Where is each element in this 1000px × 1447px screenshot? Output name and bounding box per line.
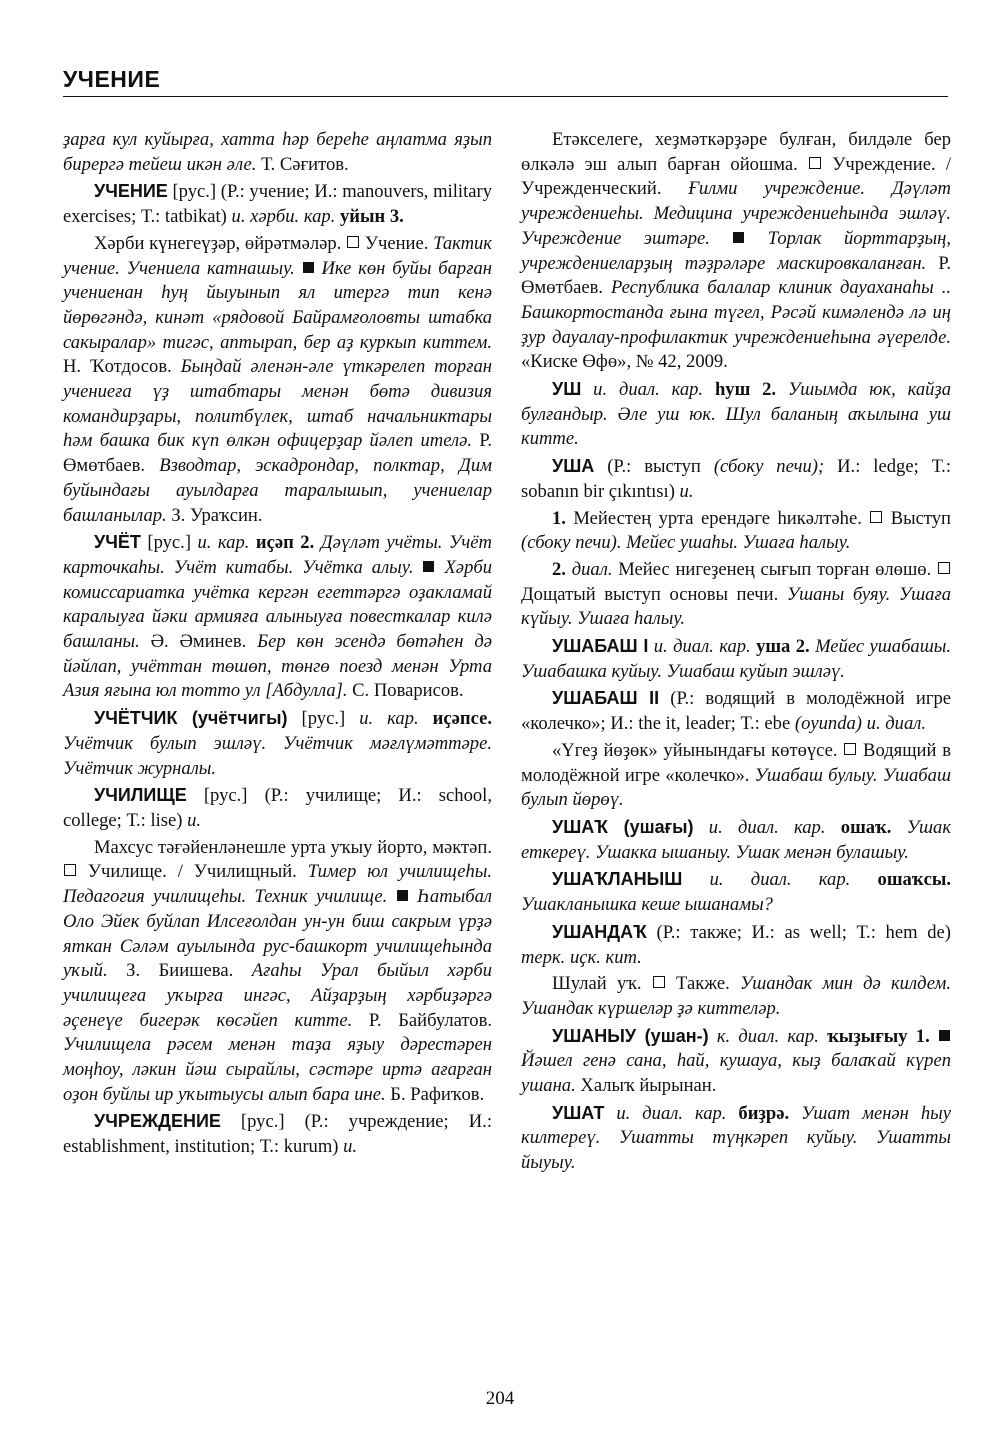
italic-text: и. (187, 809, 202, 831)
headword: УЧРЕЖДЕНИЕ (94, 1111, 221, 1132)
text: (Р.: водящий в молодёжной игре «колечко»; И.: the it, leader; Т.: ebe (521, 688, 951, 735)
italic-text: Дәүләт учёты. Учёт карточкаһы. Учёт китабы. Учётка алыу. (63, 532, 492, 578)
text: ошаҡсы. (850, 869, 951, 891)
italic-text: и. диал. кар. (708, 816, 826, 838)
right-column (521, 128, 951, 1178)
entry-ushat (521, 1101, 951, 1176)
italic-text: Ушак еткереү. Ушакка ышаныу. Ушак менән булашыу. (521, 816, 952, 863)
text: «Үгеҙ йөҙөк» уйынындағы көтөүсе. (552, 739, 844, 761)
italic-text: Ушымда юк, кайҙа булғандыр. Әле уш юк. Шул баланың аҡылына уш китте. (521, 379, 951, 450)
italic-text: Ушат менән һыу килтереү. Ушатты түңкәреп куйыу. Ушатты йыуыу. (521, 1102, 952, 1174)
headword: УШАҠЛАНЫШ (552, 869, 683, 890)
entry-ushabash1 (521, 634, 951, 684)
text: Н. Ҡотдосов. (63, 356, 181, 378)
entry-cont (63, 128, 492, 177)
text: Хәрби күнегеүҙәр, өйрәтмәләр. (94, 232, 347, 254)
text: (Р.: выступ (594, 456, 714, 478)
italic-text: терк. иҫк. кит. (521, 946, 642, 968)
text: 1. (552, 507, 566, 529)
italic-text: и. диал. кар. (709, 869, 851, 891)
headword: УШАҠ (ушағы) (552, 816, 694, 837)
text: ҡыҙығыу 1. (818, 1025, 930, 1047)
italic-text: и. кар. (359, 708, 419, 730)
entry-uchilishe (63, 783, 492, 833)
italic-text: и. хәрби. кар. (231, 206, 336, 228)
text: [рус.] (Р.: учение; И.: manouvers, military exercises; Т.: tatbikat) (63, 181, 492, 228)
text: [рус.] (140, 532, 198, 554)
text: Т. Сәғитов. (256, 153, 349, 175)
headword: УШАБАШ II (552, 688, 660, 709)
italic-text: Республика балалар клиник дауаханаһы .. Башкортостанда ғына түгел, Рәсәй кимәлендә лә иң ҙур дауалау-профилактик учреждениеһына әүерелде. (521, 277, 951, 348)
text: Халыҡ йырынан. (575, 1075, 717, 1097)
text: Также. (665, 973, 740, 995)
italic-text: Мейес ушабашы. Ушабашка куйыу. Ушабаш куйып эшләү. (521, 636, 952, 682)
italic-text: и. кар. (197, 532, 250, 554)
text: Р. Өмөтбаев. (63, 430, 492, 477)
headword: УЧЁТ (94, 532, 141, 553)
italic-text: Хәрби комиссариатка учётка кергән егеттәргә оҙакламай каралыуға йәки армияға алыныуға повесткалар килә башланы. (63, 556, 493, 653)
entry-uchrezhdenie (63, 1109, 492, 1159)
headword: УШ (552, 379, 582, 400)
text: ошаҡ. (825, 816, 892, 838)
white-square-icon (809, 157, 821, 169)
page-number: 204 (485, 1388, 515, 1409)
italic-text: Ушаны буяу. Ушаға күйыу. Ушаға һалыу. (521, 583, 951, 630)
text: Выступ (883, 507, 951, 529)
italic-text: Тактик учение. Учениела катнашыу. (63, 232, 492, 279)
italic-text: (oyunda) и. диал. (794, 713, 926, 735)
italic-text: Взводтар, эскадрондар, полктар, Дим буйындағы ауылдарға таралышып, учениелар башланылар. (63, 455, 492, 526)
italic-text: Училищела рәсем менән таҙа яҙыу дәрестәрен моңһоу, ләкин йәш сырайлы, сәстәре иртә ағарған оҙон буйлы ир уҡытыусы алып бара ине. (63, 1034, 492, 1105)
italic-text: и. диал. кар. (616, 1102, 727, 1124)
text: С. Поварисов. (347, 680, 464, 702)
text: Дощатый выступ основы печи. (521, 583, 787, 605)
text: Р. Өмөтбаев. (521, 252, 951, 299)
italic-text: ҙарға кул куйырға, хатта һәр береһе аңлатма яҙып бирергә тейеш икән әле. (63, 129, 492, 175)
text: И.: ledge; Т.: sobanın bir çıkıntısı) (521, 456, 951, 502)
black-square-icon (733, 232, 744, 243)
text (745, 228, 767, 249)
headword: УШАНЫУ (ушан-) (552, 1025, 709, 1046)
italic-text: Ғилми учреждение. Дәүләт учреждениеһы. Медицина учреждениеһында эшләү. Учреждение эштәре. (521, 178, 951, 249)
italic-text: Йәшел генә сана, һай, кушауа, кыҙ балаҡай күреп ушана. (521, 1050, 951, 1097)
text: Р. Байбулатов. (352, 1009, 492, 1031)
text: «Киске Өфө», № 42, 2009. (521, 351, 728, 373)
text (387, 886, 395, 907)
text (414, 557, 423, 578)
italic-text: (сбоку печи); (713, 456, 825, 478)
text (709, 1026, 717, 1047)
entry-ushak (521, 815, 951, 865)
headword: УША (552, 456, 595, 477)
entry-uchenie (63, 179, 492, 229)
text (409, 886, 417, 907)
text (789, 1103, 801, 1124)
italic-text: Һатыбал Оло Эйек буйлап Илсеғолдан ун-ун биш сакрым үрҙә яткан Сәләм ауылында рус-башкорт училищеһында уҡый. (63, 886, 492, 982)
italic-text: Бер көн эсендә бөтәһен дә йәйлап, учёттан төшөп, төнгө поезд менән Урта Азия яғына юл тотто ул [Абдулла]. (63, 631, 492, 702)
italic-text: Ушандак мин дә килдем. Ушандак күршеләр ҙә киттеләр. (521, 973, 952, 1019)
italic-text: и. диал. кар. (593, 379, 704, 401)
entry-ushabash2-def (521, 739, 951, 813)
text: Ә. Әминев. (139, 631, 258, 653)
white-square-icon (938, 562, 950, 574)
italic-text: и. (679, 480, 694, 502)
text: Махсус тәғәйенләнешле урта уҡыу йорто, мәктәп. (94, 836, 492, 858)
white-square-icon (870, 511, 882, 523)
italic-text: Быңдай әленән-әле үткәрелеп торған учениеға үҙ штабтары менән бөтә дивизия командирҙары, политбүлек, штаб начальниктары һәм башка бик күп өлкән офицерҙар йәлеп ителә. (63, 356, 492, 452)
headword: УЧЁТЧИК (учётчигы) (94, 708, 288, 729)
text (710, 228, 732, 249)
white-square-icon (653, 976, 665, 988)
entry-ushaklanysh (521, 867, 951, 917)
entry-ushandak (521, 920, 951, 970)
italic-text: Учётчик булып эшләү. Учётчик мәғлүмәттәре. Учётчик журналы. (63, 732, 492, 779)
text: Водящий в молодёжной игре «колечко». (521, 739, 951, 786)
entry-uchet (63, 530, 492, 704)
italic-text: и. диал. кар. (653, 636, 751, 658)
entry-uchilishe-def (63, 836, 492, 1108)
entry-uchenie-def (63, 232, 492, 528)
text (295, 258, 302, 279)
text: 2. (552, 558, 566, 580)
running-head: УЧЕНИЕ (63, 66, 161, 92)
text: уша 2. (750, 636, 810, 658)
entry-ushanyu (521, 1024, 951, 1099)
headword: УШАНДАҠ (552, 921, 647, 942)
text: Шулай уҡ. (552, 973, 652, 995)
text (581, 379, 593, 400)
entry-usha-2 (521, 558, 951, 632)
italic-text: Ушакланышка кеше ышанамы? (521, 894, 773, 916)
headword: УЧИЛИЩЕ (94, 785, 187, 806)
entry-uchrezhdenie-def (521, 128, 951, 375)
text: [рус.] (Р.: учреждение; И.: establishment, institution; Т.: kurum) (63, 1111, 492, 1158)
text: Учреждение. / Учрежденческий. (521, 153, 951, 200)
left-column (63, 128, 492, 1162)
text: Б. Рафиҡов. (385, 1083, 485, 1105)
entry-usha-1 (521, 507, 951, 556)
italic-text: Торлак йорттарҙың, учреждениеларҙың тәҙрәләре маскировкаланған. (521, 227, 952, 274)
text: Мейес нигеҙенең сығып торған өлөшө. (612, 558, 937, 580)
italic-text: и. (343, 1136, 358, 1158)
entry-uchetchik (63, 706, 492, 781)
text: [рус.] (Р.: училище; И.: school, college; Т.: lise) (63, 785, 492, 831)
text (776, 379, 788, 400)
text: уйын 3. (335, 206, 404, 228)
italic-text: Ушабаш булыу. Ушабаш булып йөрөү. (521, 764, 951, 811)
text: Училище. / Училищный. (77, 861, 308, 883)
text (682, 869, 709, 890)
entry-ushabash2 (521, 686, 951, 736)
text (604, 1103, 616, 1124)
text: һуш 2. (703, 379, 777, 401)
text: (Р.: также; И.: as well; Т.: hem de) (646, 921, 951, 943)
text (930, 1026, 938, 1047)
italic-text: к. диал. кар. (716, 1025, 819, 1047)
text: биҙрә. (726, 1102, 790, 1124)
header-rule (63, 96, 948, 97)
white-square-icon (64, 864, 76, 876)
black-square-icon (939, 1030, 950, 1041)
black-square-icon (397, 890, 408, 901)
black-square-icon (303, 262, 314, 273)
white-square-icon (844, 743, 856, 755)
text: Мейестең урта ерендәге һикәлтәһе. (565, 507, 870, 529)
text (694, 817, 709, 838)
headword: УШАБАШ I (552, 636, 649, 657)
entry-ushandak-def (521, 972, 951, 1021)
italic-text: диал. (571, 558, 613, 580)
text: иҫәп 2. (249, 532, 315, 554)
text: Учение. (360, 232, 434, 254)
italic-text: Ағаһы Урал быйыл хәрби училищеға уҡырға ингәс, Айҙарҙың хәрбиҙәргә әҫенеүе бигерәк көсәйеп китте. (63, 960, 492, 1031)
entry-ush (521, 377, 951, 452)
text: Етәкселеге, хеҙмәткәрҙәре булған, билдәле бер өлкәлә эш алып барған ойошма. (521, 129, 951, 175)
text: З. Биишева. (107, 960, 252, 982)
entry-usha (521, 454, 951, 504)
italic-text: Тимер юл училищеһы. Педагогия училищеһы. Техник училище. (63, 861, 493, 908)
black-square-icon (423, 561, 434, 572)
white-square-icon (347, 236, 359, 248)
headword: УЧЕНИЕ (94, 181, 168, 202)
text: [рус.] (287, 708, 360, 730)
text: З. Ураҡсин. (166, 504, 263, 526)
italic-text: (сбоку печи). Мейес ушаһы. Ушаға һалыу. (521, 532, 851, 554)
headword: УШАТ (552, 1102, 605, 1123)
italic-text: Ике көн буйы барған учениенан һуң йыуынып ял итергә тип кенә йөрөгәндә, кинәт «рядовой Байрамғоловты штабка сакыралар» тигәс, аптырап, бер аҙ куркып киттем. (63, 257, 492, 353)
text: иҫәпсе. (418, 708, 492, 730)
text (891, 817, 906, 838)
